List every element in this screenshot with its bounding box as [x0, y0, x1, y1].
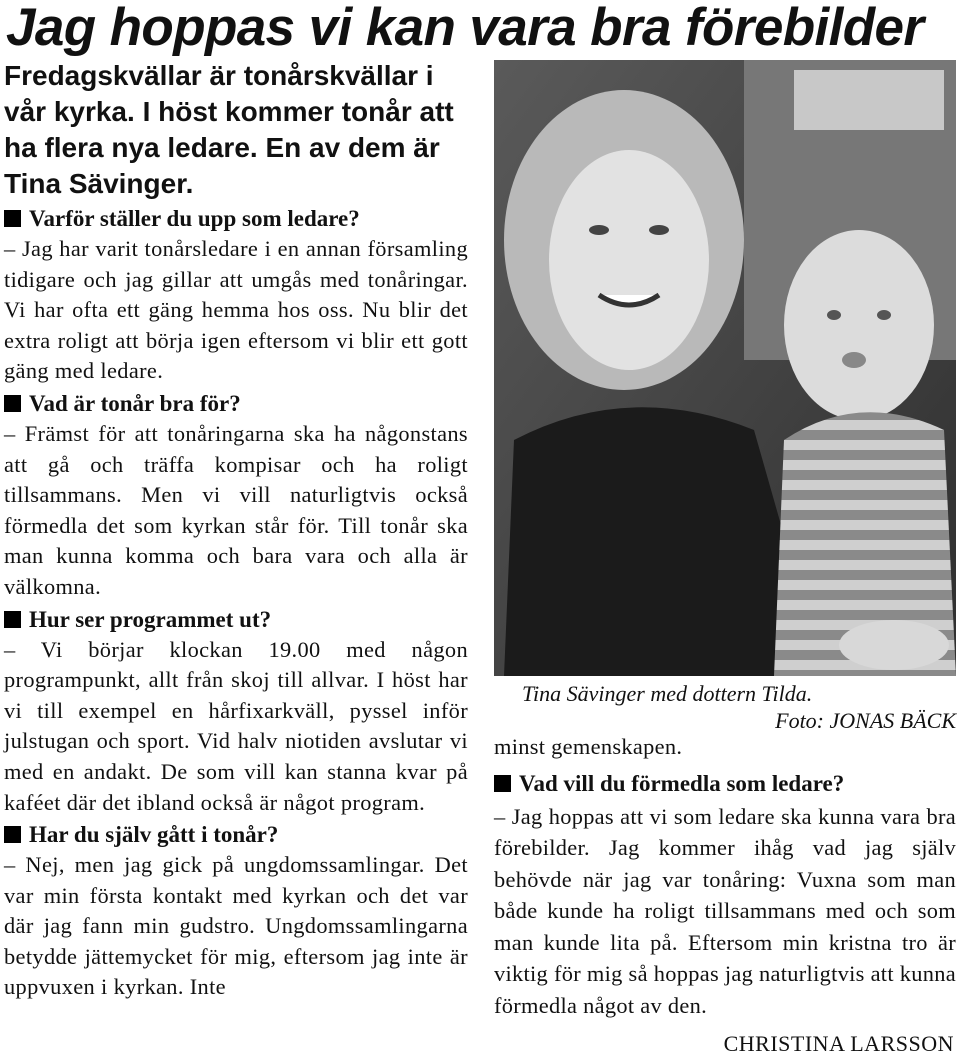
- question-4: [4, 820, 468, 850]
- question-text: Hur ser programmet ut?: [29, 606, 272, 632]
- question-text: Vad vill du förmedla som ledare?: [519, 770, 845, 796]
- headline: Jag hoppas vi kan vara bra förebilder: [6, 0, 924, 57]
- answer-5: – Jag hoppas att vi som ledare ska kunna vara bra förebilder. Jag kommer ihåg vad jag själv behövde när jag var tonåring: Vuxna som man både kunde ha roligt tillsammans med och som man kunde lita på. Eftersom min kristna tro är viktig för mig så hoppas jag naturligtvis att kunna förmedla något av den.: [494, 803, 956, 1018]
- question-5: [494, 769, 956, 799]
- photo: [494, 60, 956, 676]
- caption-text: Tina Sävinger med dottern Tilda.: [522, 681, 813, 706]
- question-2: [4, 389, 468, 419]
- byline: CHRISTINA LARSSON: [723, 1031, 954, 1056]
- left-column: [4, 58, 468, 1005]
- answer-4: – Nej, men jag gick på ungdomssamlingar. Det var min första kontakt med kyrkan och det var där jag fann min gudstro. Ungdomssamlingarna betydde jättemycket för mig, eftersom jag inte är uppvuxen i kyrkan. Inte: [4, 852, 468, 1000]
- square-bullet-icon: [4, 395, 21, 412]
- question-1: [4, 204, 468, 234]
- photo-image: [494, 60, 956, 676]
- photo-credit: Foto: JONAS BÄCK: [775, 708, 956, 733]
- continuation-text: minst gemenskapen.: [494, 734, 683, 759]
- question-3: [4, 605, 468, 635]
- question-text: Har du själv gått i tonår?: [29, 822, 279, 848]
- square-bullet-icon: [4, 210, 21, 227]
- square-bullet-icon: [4, 826, 21, 843]
- answer-2: – Främst för att tonåringarna ska ha någonstans att gå och träffa kompisar och ha roligt tillsammans. Men vi vill naturligtvis också förmedla det som kyrkan står för. Till tonår ska man kunna komma och bara vara och alla är välkomna.: [4, 420, 468, 599]
- square-bullet-icon: [4, 611, 21, 628]
- answer-3: – Vi börjar klockan 19.00 med någon programpunkt, allt från skoj till allvar. I höst har vi till exempel en hårfixarkväll, pyssel inför julstugan och sport. Vid halv niotiden avslutar vi med en andakt. De som vill kan stanna kvar på kaféet där det ibland också är något program.: [4, 636, 468, 815]
- lead-paragraph: Fredagskvällar är tonårskvällar i vår kyrka. I höst kommer tonår att ha flera nya ledare. En av dem är Tina Sävinger.: [4, 60, 454, 199]
- question-text: Varför ställer du upp som ledare?: [29, 206, 360, 231]
- question-text: Vad är tonår bra för?: [29, 390, 241, 416]
- photo-caption: [522, 680, 956, 734]
- square-bullet-icon: [494, 775, 511, 792]
- right-column: [494, 732, 956, 1023]
- answer-1: – Jag har varit tonårsledare i en annan församling tidigare och jag gillar att umgås med tonåringar. Vi har ofta ett gäng hemma hos oss. Nu blir det extra roligt att börja igen eftersom vi blir ett gott gäng med ledare.: [4, 236, 468, 384]
